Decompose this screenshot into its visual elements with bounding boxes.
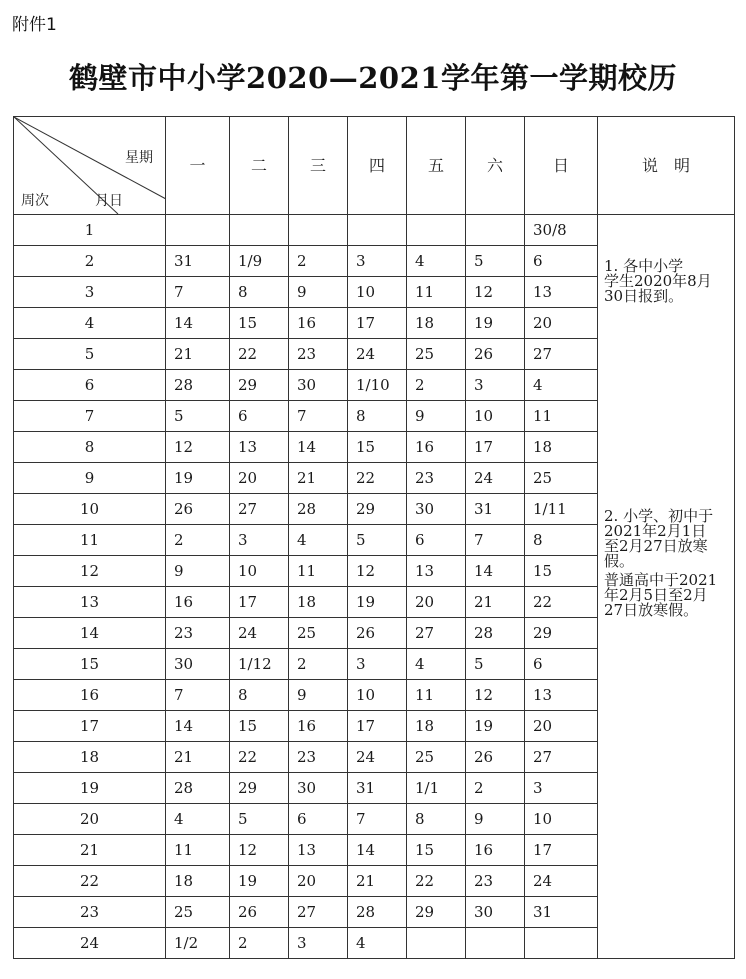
corner-week-label: 周次 <box>21 193 49 209</box>
date-cell: 16 <box>166 587 230 618</box>
date-cell: 19 <box>348 587 407 618</box>
week-number-cell: 4 <box>14 308 166 339</box>
date-cell: 30 <box>466 897 525 928</box>
date-cell: 29 <box>525 618 598 649</box>
week-number-cell: 7 <box>14 401 166 432</box>
date-cell: 14 <box>289 432 348 463</box>
week-number-cell: 13 <box>14 587 166 618</box>
page-title: 鹤壁市中小学2020—2021学年第一学期校历 <box>69 61 677 95</box>
date-cell: 17 <box>230 587 289 618</box>
date-cell: 17 <box>348 711 407 742</box>
date-cell: 22 <box>230 742 289 773</box>
date-cell: 2 <box>166 525 230 556</box>
date-cell: 16 <box>407 432 466 463</box>
date-cell: 5 <box>466 649 525 680</box>
date-cell: 29 <box>230 773 289 804</box>
date-cell: 12 <box>466 277 525 308</box>
date-cell: 13 <box>230 432 289 463</box>
date-cell: 1/11 <box>525 494 598 525</box>
weekday-header: 三 <box>289 117 348 215</box>
date-cell: 2 <box>289 649 348 680</box>
weekday-header: 五 <box>407 117 466 215</box>
week-number-cell: 21 <box>14 835 166 866</box>
remark-line: 假。 <box>604 552 635 570</box>
date-cell: 19 <box>230 866 289 897</box>
date-cell: 18 <box>407 711 466 742</box>
date-cell: 15 <box>525 556 598 587</box>
date-cell: 6 <box>289 804 348 835</box>
date-cell: 18 <box>525 432 598 463</box>
date-cell: 23 <box>166 618 230 649</box>
date-cell: 7 <box>466 525 525 556</box>
week-number-cell: 5 <box>14 339 166 370</box>
date-cell: 23 <box>407 463 466 494</box>
date-cell: 3 <box>466 370 525 401</box>
week-number-cell: 12 <box>14 556 166 587</box>
date-cell: 16 <box>289 711 348 742</box>
date-cell: 3 <box>348 246 407 277</box>
week-number-cell: 15 <box>14 649 166 680</box>
week-number-cell: 14 <box>14 618 166 649</box>
date-cell: 11 <box>407 680 466 711</box>
date-cell: 4 <box>348 928 407 959</box>
date-cell: 10 <box>348 277 407 308</box>
date-cell: 27 <box>289 897 348 928</box>
date-cell: 24 <box>525 866 598 897</box>
date-cell: 30 <box>407 494 466 525</box>
header-row <box>14 117 735 215</box>
date-cell: 12 <box>230 835 289 866</box>
date-cell: 7 <box>166 277 230 308</box>
date-cell: 22 <box>407 866 466 897</box>
date-cell: 20 <box>407 587 466 618</box>
week-number-cell: 16 <box>14 680 166 711</box>
remarks-cell <box>598 215 735 959</box>
date-cell: 24 <box>230 618 289 649</box>
week-number-cell: 3 <box>14 277 166 308</box>
date-cell: 28 <box>348 897 407 928</box>
date-cell: 8 <box>230 680 289 711</box>
date-cell: 20 <box>289 866 348 897</box>
date-cell <box>289 215 348 246</box>
date-cell: 26 <box>466 339 525 370</box>
date-cell: 1/12 <box>230 649 289 680</box>
date-cell: 12 <box>466 680 525 711</box>
date-cell: 7 <box>166 680 230 711</box>
date-cell: 24 <box>348 339 407 370</box>
remark-note1 <box>604 259 730 304</box>
date-cell: 18 <box>289 587 348 618</box>
date-cell: 4 <box>289 525 348 556</box>
remark-line: 至2月27日放寒 <box>604 537 708 555</box>
week-number-cell: 10 <box>14 494 166 525</box>
remark-line: 2021年2月1日 <box>604 522 707 540</box>
date-cell: 10 <box>348 680 407 711</box>
date-cell: 28 <box>166 773 230 804</box>
week-number-cell: 1 <box>14 215 166 246</box>
remark-line: 普通高中于2021 <box>604 571 718 589</box>
remark-line: 年2月5日至2月 <box>604 586 708 604</box>
date-cell: 8 <box>230 277 289 308</box>
date-cell: 4 <box>166 804 230 835</box>
date-cell: 24 <box>466 463 525 494</box>
date-cell <box>348 215 407 246</box>
date-cell: 7 <box>289 401 348 432</box>
date-cell: 22 <box>230 339 289 370</box>
weekday-header: 二 <box>230 117 289 215</box>
date-cell: 2 <box>230 928 289 959</box>
week-number-cell: 18 <box>14 742 166 773</box>
date-cell: 31 <box>525 897 598 928</box>
date-cell: 10 <box>525 804 598 835</box>
date-cell: 1/1 <box>407 773 466 804</box>
date-cell: 13 <box>525 680 598 711</box>
date-cell: 20 <box>525 711 598 742</box>
date-cell: 24 <box>348 742 407 773</box>
week-number-cell: 11 <box>14 525 166 556</box>
date-cell: 25 <box>525 463 598 494</box>
date-cell: 5 <box>348 525 407 556</box>
date-cell: 21 <box>166 339 230 370</box>
date-cell: 30 <box>289 773 348 804</box>
corner-weekday-label: 星期 <box>125 150 153 166</box>
date-cell: 1/9 <box>230 246 289 277</box>
date-cell: 15 <box>407 835 466 866</box>
date-cell: 6 <box>230 401 289 432</box>
date-cell: 22 <box>348 463 407 494</box>
date-cell: 29 <box>348 494 407 525</box>
week-number-cell: 8 <box>14 432 166 463</box>
date-cell: 2 <box>407 370 466 401</box>
date-cell: 5 <box>230 804 289 835</box>
date-cell: 11 <box>166 835 230 866</box>
date-cell: 26 <box>348 618 407 649</box>
date-cell: 14 <box>348 835 407 866</box>
date-cell: 13 <box>407 556 466 587</box>
date-cell: 28 <box>466 618 525 649</box>
weekday-header: 日 <box>525 117 598 215</box>
date-cell: 27 <box>525 339 598 370</box>
remark-line: 30日报到。 <box>604 287 684 305</box>
date-cell: 31 <box>166 246 230 277</box>
date-cell: 2 <box>289 246 348 277</box>
week-number-cell: 9 <box>14 463 166 494</box>
date-cell: 14 <box>166 711 230 742</box>
date-cell: 21 <box>348 866 407 897</box>
remark-line: 27日放寒假。 <box>604 601 699 619</box>
week-number-cell: 19 <box>14 773 166 804</box>
remark-line: 学生2020年8月 <box>604 272 712 290</box>
date-cell: 25 <box>289 618 348 649</box>
date-cell: 3 <box>348 649 407 680</box>
date-cell: 21 <box>466 587 525 618</box>
date-cell: 26 <box>166 494 230 525</box>
date-cell: 17 <box>348 308 407 339</box>
date-cell: 18 <box>407 308 466 339</box>
remark-line: 2. 小学、初中于 <box>604 507 714 525</box>
week-number-cell: 24 <box>14 928 166 959</box>
date-cell: 20 <box>230 463 289 494</box>
date-cell: 8 <box>525 525 598 556</box>
date-cell: 9 <box>166 556 230 587</box>
date-cell <box>166 215 230 246</box>
corner-date-label: 月日 <box>95 193 123 209</box>
date-cell: 31 <box>348 773 407 804</box>
date-cell: 18 <box>166 866 230 897</box>
date-cell: 30 <box>166 649 230 680</box>
date-cell: 19 <box>466 308 525 339</box>
school-calendar-table <box>13 116 735 959</box>
date-cell: 13 <box>525 277 598 308</box>
week-number-cell: 2 <box>14 246 166 277</box>
date-cell: 27 <box>407 618 466 649</box>
date-cell: 29 <box>230 370 289 401</box>
date-cell: 23 <box>289 339 348 370</box>
date-cell: 11 <box>289 556 348 587</box>
date-cell: 27 <box>230 494 289 525</box>
date-cell: 11 <box>407 277 466 308</box>
date-cell: 17 <box>466 432 525 463</box>
date-cell: 6 <box>525 246 598 277</box>
date-cell: 28 <box>166 370 230 401</box>
date-cell: 15 <box>230 308 289 339</box>
date-cell: 16 <box>466 835 525 866</box>
date-cell: 31 <box>466 494 525 525</box>
week-row <box>14 215 735 246</box>
week-number-cell: 6 <box>14 370 166 401</box>
date-cell: 30/8 <box>525 215 598 246</box>
week-number-cell: 23 <box>14 897 166 928</box>
date-cell: 5 <box>466 246 525 277</box>
date-cell: 12 <box>348 556 407 587</box>
remark-note3 <box>604 573 730 618</box>
date-cell: 6 <box>407 525 466 556</box>
weekday-header: 六 <box>466 117 525 215</box>
date-cell: 4 <box>407 246 466 277</box>
date-cell: 25 <box>166 897 230 928</box>
date-cell: 30 <box>289 370 348 401</box>
date-cell: 5 <box>166 401 230 432</box>
date-cell: 11 <box>525 401 598 432</box>
date-cell <box>230 215 289 246</box>
remarks-header: 说 明 <box>598 117 735 215</box>
calendar-body <box>14 215 735 959</box>
date-cell <box>466 928 525 959</box>
date-cell: 9 <box>289 680 348 711</box>
date-cell: 4 <box>407 649 466 680</box>
date-cell: 17 <box>525 835 598 866</box>
date-cell: 20 <box>525 308 598 339</box>
date-cell: 25 <box>407 742 466 773</box>
date-cell: 1/2 <box>166 928 230 959</box>
date-cell: 28 <box>289 494 348 525</box>
date-cell: 27 <box>525 742 598 773</box>
date-cell: 3 <box>289 928 348 959</box>
date-cell: 26 <box>230 897 289 928</box>
date-cell: 9 <box>289 277 348 308</box>
date-cell: 4 <box>525 370 598 401</box>
date-cell: 25 <box>407 339 466 370</box>
date-cell: 29 <box>407 897 466 928</box>
date-cell: 26 <box>466 742 525 773</box>
date-cell: 16 <box>289 308 348 339</box>
attachment-label: 附件1 <box>12 15 57 35</box>
weekday-header: 一 <box>166 117 230 215</box>
date-cell: 7 <box>348 804 407 835</box>
remark-note2 <box>604 509 730 569</box>
date-cell: 9 <box>466 804 525 835</box>
date-cell: 14 <box>466 556 525 587</box>
date-cell: 15 <box>230 711 289 742</box>
date-cell: 1/10 <box>348 370 407 401</box>
date-cell: 6 <box>525 649 598 680</box>
date-cell: 21 <box>289 463 348 494</box>
week-number-cell: 22 <box>14 866 166 897</box>
date-cell <box>407 215 466 246</box>
date-cell: 9 <box>407 401 466 432</box>
date-cell: 21 <box>166 742 230 773</box>
date-cell: 23 <box>289 742 348 773</box>
weekday-header: 四 <box>348 117 407 215</box>
week-number-cell: 17 <box>14 711 166 742</box>
date-cell: 8 <box>407 804 466 835</box>
date-cell: 14 <box>166 308 230 339</box>
date-cell <box>407 928 466 959</box>
date-cell <box>466 215 525 246</box>
date-cell: 3 <box>525 773 598 804</box>
date-cell: 23 <box>466 866 525 897</box>
date-cell: 15 <box>348 432 407 463</box>
date-cell: 3 <box>230 525 289 556</box>
date-cell: 2 <box>466 773 525 804</box>
date-cell: 10 <box>466 401 525 432</box>
date-cell: 22 <box>525 587 598 618</box>
date-cell: 19 <box>166 463 230 494</box>
date-cell: 13 <box>289 835 348 866</box>
remark-line: 1. 各中小学 <box>604 257 684 275</box>
date-cell: 12 <box>166 432 230 463</box>
date-cell: 10 <box>230 556 289 587</box>
date-cell: 8 <box>348 401 407 432</box>
date-cell: 19 <box>466 711 525 742</box>
week-number-cell: 20 <box>14 804 166 835</box>
date-cell <box>525 928 598 959</box>
corner-header-cell <box>14 117 166 215</box>
